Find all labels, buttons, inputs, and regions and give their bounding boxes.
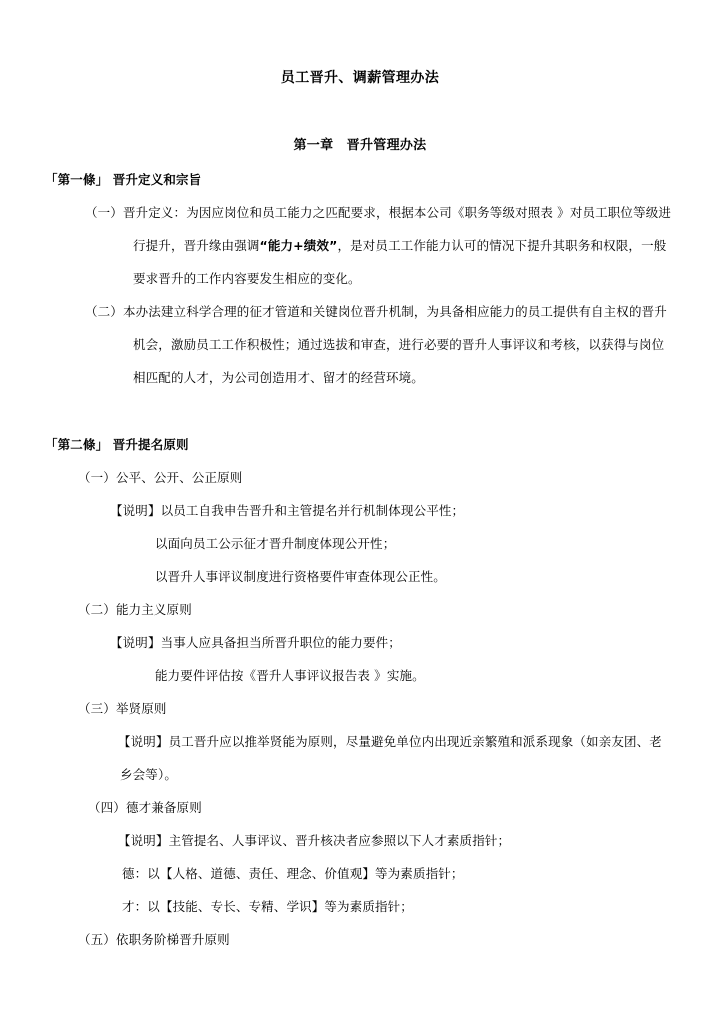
text-run: （一）晋升定义：为因应岗位和员工能力之匹配要求，根据本公司《职务等级对照表 》对员工职位等级进 bbox=[85, 205, 672, 220]
text-run: 以晋升人事评议制度进行资格要件审查体现公正性。 bbox=[155, 569, 446, 584]
text-run: 乡会等）。 bbox=[120, 767, 178, 782]
text-run: （二）本办法建立科学合理的征才管道和关键岗位晋升机制，为具备相应能力的员工提供有自主权的晋升 bbox=[85, 304, 667, 319]
text-run: 【说明】主管提名、人事评议、晋升核决者应参照以下人才素质指针； bbox=[118, 833, 511, 848]
article-1-item-2-line-2 bbox=[0, 328, 720, 361]
text-run: （三）举贤原则 bbox=[78, 701, 167, 716]
article-2-item-1 bbox=[0, 461, 720, 494]
text-run: 【说明】员工晋升应以推举贤能为原则，尽量避免单位内出现近亲繁殖和派系现象（如亲友团、老 bbox=[118, 734, 662, 749]
text-run: 要求晋升的工作内容要发生相应的变化。 bbox=[133, 271, 361, 286]
article-2-item-1-note-line-1 bbox=[0, 494, 720, 527]
article-2-item-3-note-line-1 bbox=[0, 725, 720, 758]
article-2-item-2-note-line-2 bbox=[0, 659, 720, 692]
article-1-item-2-line-1 bbox=[0, 295, 720, 328]
article-1-item-2-line-3 bbox=[0, 361, 720, 394]
article-2-item-3 bbox=[0, 692, 720, 725]
page-title: 员工晋升、调薪管理办法 bbox=[280, 70, 440, 86]
text-run: 以面向员工公示征才晋升制度体现公开性； bbox=[155, 536, 396, 551]
article-2-item-3-note-line-2 bbox=[0, 758, 720, 791]
text-run: 【说明】当事人应具备担当所晋升职位的能力要件； bbox=[110, 635, 401, 650]
chapter-heading: 第一章 晋升管理办法 bbox=[293, 138, 427, 153]
text-run: 【说明】以员工自我申告晋升和主管提名并行机制体现公平性； bbox=[110, 503, 465, 518]
article-2-item-1-note-line-2 bbox=[0, 527, 720, 560]
text-run: （一）公平、公开、公正原则 bbox=[78, 470, 243, 485]
article-2-item-1-note-line-3 bbox=[0, 560, 720, 593]
text-run: ，是对员工工作能力认可的情况下提升其职务和权限，一般 bbox=[337, 238, 667, 253]
article-2-item-4-note-line-3 bbox=[0, 890, 720, 923]
article-heading-1: 「第一條」 晋升定义和宗旨 bbox=[45, 172, 202, 187]
article-2-item-4-note-line-2 bbox=[0, 857, 720, 890]
text-run: 机会，激励员工工作积极性；通过选拔和审查，进行必要的晋升人事评议和考核，以获得与岗位 bbox=[133, 337, 665, 352]
text-run: 德：以【人格、道德、责任、理念、价值观】等为素质指针； bbox=[122, 866, 464, 881]
article-1-item-1-line-2 bbox=[0, 229, 720, 262]
text-run: （五）依职务阶梯晋升原则 bbox=[78, 932, 230, 947]
text-run: 能力要件评估按《晋升人事评议报告表 》实施。 bbox=[155, 668, 425, 683]
text-run: 行提升，晋升缘由强调 bbox=[133, 238, 260, 253]
article-2-item-5 bbox=[0, 923, 720, 956]
text-run: （四）德才兼备原则 bbox=[88, 800, 202, 815]
document-body bbox=[0, 163, 720, 956]
article-2-item-4-note-line-1 bbox=[0, 824, 720, 857]
article-1-item-1-line-3 bbox=[0, 262, 720, 295]
text-run: （二）能力主义原则 bbox=[78, 602, 192, 617]
article-1-item-1-line-1 bbox=[0, 196, 720, 229]
emphasis-text: “能力+绩效” bbox=[259, 238, 338, 253]
article-2-item-2-note-line-1 bbox=[0, 626, 720, 659]
article-2-item-4 bbox=[0, 791, 720, 824]
text-run: 才：以【技能、专长、专精、学识】等为素质指针； bbox=[122, 899, 413, 914]
paragraph-spacer bbox=[0, 394, 720, 428]
article-heading-2: 「第二條」 晋升提名原则 bbox=[45, 437, 189, 452]
text-run: 相匹配的人才，为公司创造用才、留才的经营环境。 bbox=[133, 370, 424, 385]
article-2-item-2 bbox=[0, 593, 720, 626]
